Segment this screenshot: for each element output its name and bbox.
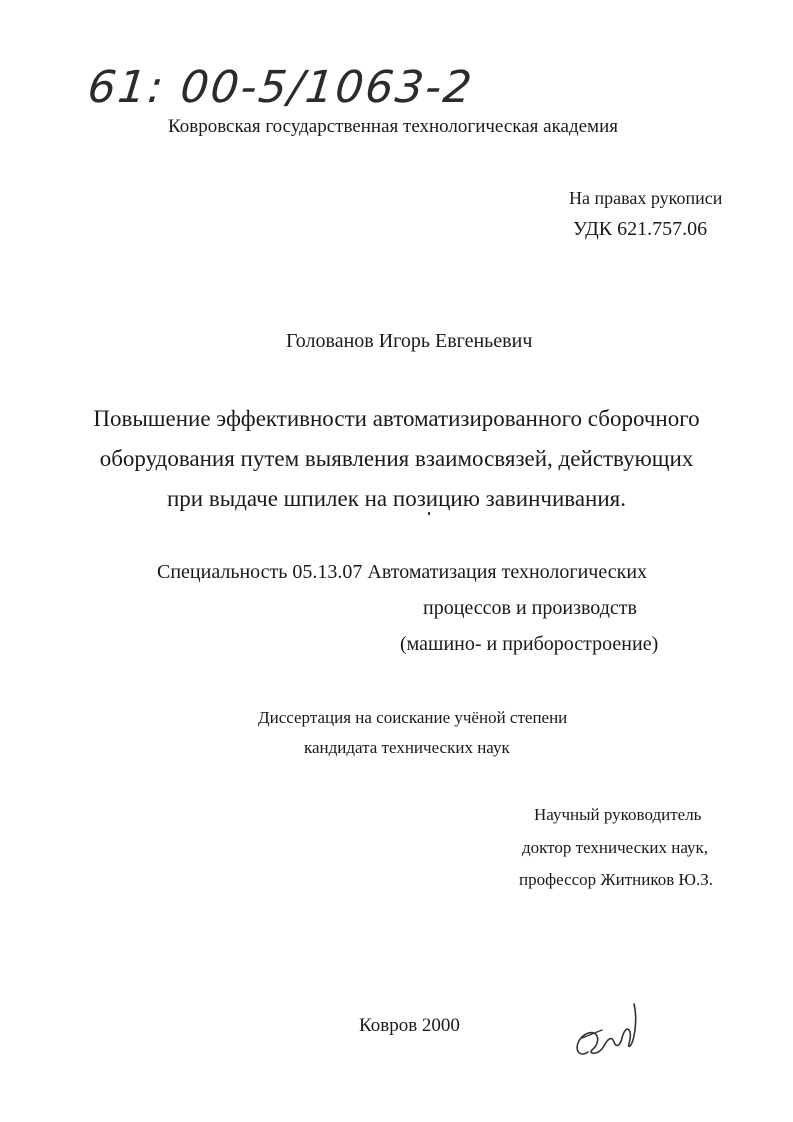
supervisor-line: доктор технических наук, xyxy=(522,838,709,857)
specialty-line: процессов и производств xyxy=(423,597,637,619)
title-line: Повышение эффективности автоматизированного сборочного xyxy=(93,406,700,431)
scan-speck xyxy=(428,512,430,515)
title-line: при выдаче шпилек на позицию завинчивания. xyxy=(166,486,626,511)
specialty-line: (машино- и приборостроение) xyxy=(400,633,659,655)
author-name: Голованов Игорь Евгеньевич xyxy=(286,330,533,352)
supervisor-line: Научный руководитель xyxy=(534,805,702,824)
manuscript-rights-note: На правах рукописи xyxy=(569,188,723,208)
institution-name: Ковровская государственная технологическая академия xyxy=(168,116,618,137)
specialty-line: Специальность 05.13.07 Автоматизация технологических xyxy=(157,561,648,583)
archive-code-handwritten: 61: 00-5/1063-2 xyxy=(85,62,477,113)
dissertation-title xyxy=(0,399,793,519)
degree-line: Диссертация на соискание учёной степени xyxy=(258,708,568,727)
degree-line: кандидата технических наук xyxy=(304,738,510,757)
udc-code: УДК 621.757.06 xyxy=(573,218,708,240)
supervisor-line: профессор Житников Ю.З. xyxy=(519,870,714,889)
title-line: оборудования путем выявления взаимосвязей, действующих xyxy=(99,446,694,471)
handwritten-signature xyxy=(568,990,648,1070)
place-and-year: Ковров 2000 xyxy=(359,1015,460,1036)
